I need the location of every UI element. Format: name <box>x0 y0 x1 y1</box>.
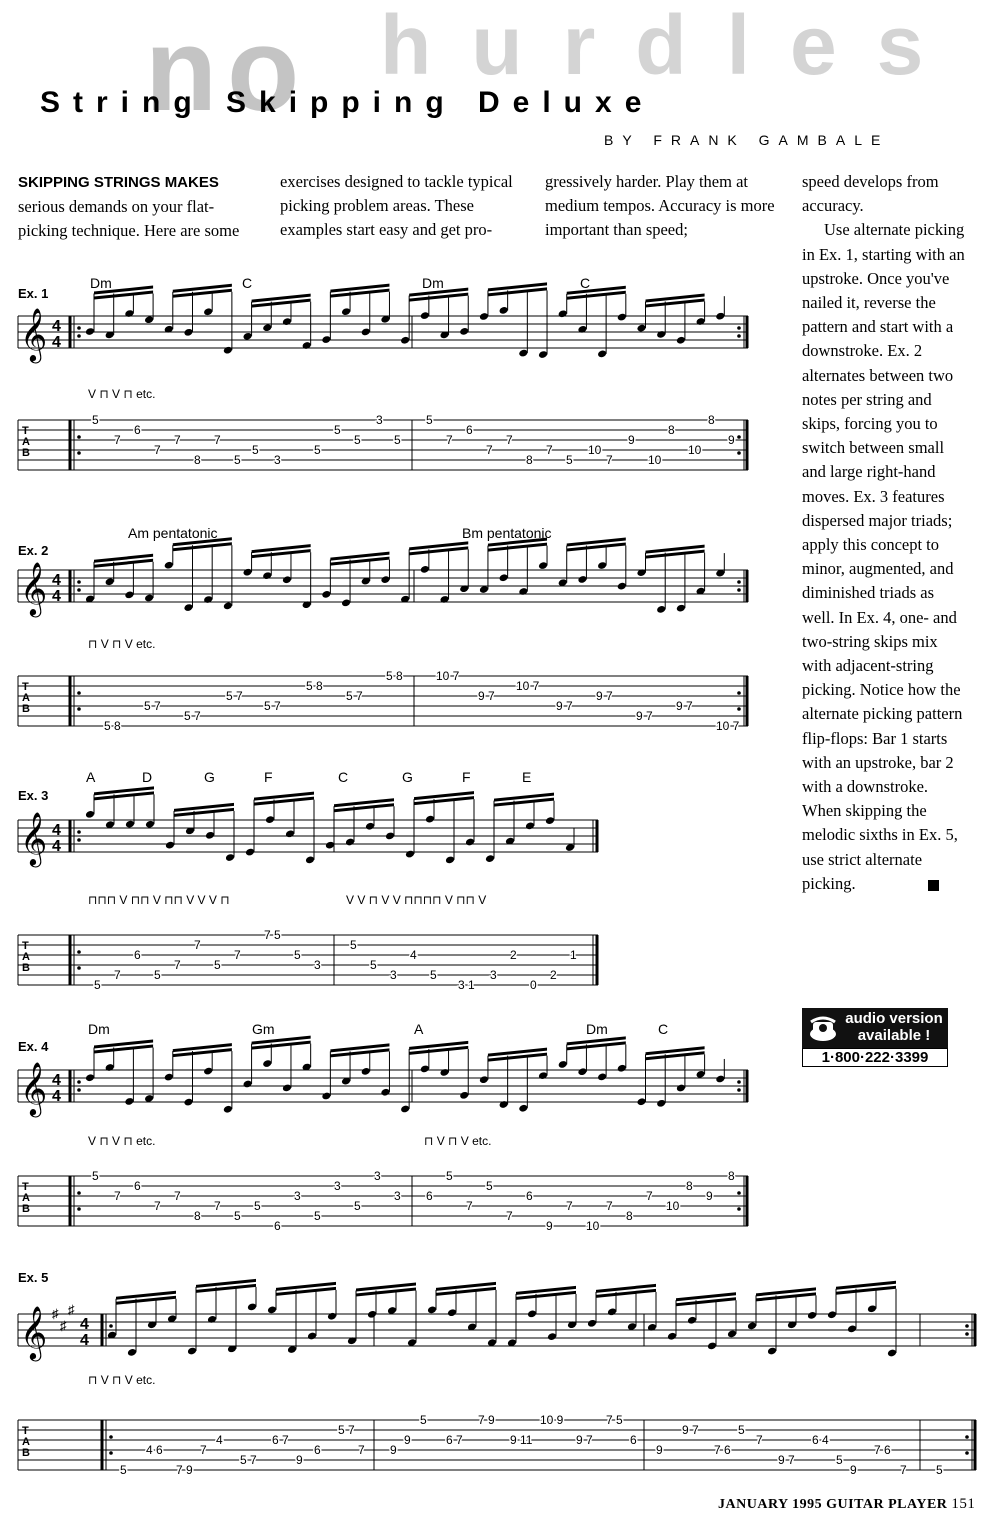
tab-fret-number: 5 <box>936 1463 943 1477</box>
tab-fret-number: 3 <box>376 413 383 427</box>
col1-text: serious demands on your flat-picking technique. Here are some <box>18 197 240 241</box>
sharp-icon: ♯ <box>68 1302 75 1317</box>
tab-clef-letter: A <box>22 1192 30 1204</box>
tab-fret-number: 5 <box>370 958 377 972</box>
tab-fret-number: 5 <box>314 1209 321 1223</box>
chord-symbol: F <box>462 769 471 785</box>
time-signature-top: 4 <box>52 572 61 589</box>
tab-fret-number: 5 <box>430 968 437 982</box>
tab-fret-number: 5 8 <box>306 679 323 693</box>
tab-fret-number: 7 <box>486 443 493 457</box>
tab-fret-number: 7 <box>506 433 513 447</box>
tab-fret-number: 6 4 <box>812 1433 829 1447</box>
example-label: Ex. 1 <box>18 286 49 301</box>
tab-fret-number: 5 <box>426 413 433 427</box>
byline: BY FRANK GAMBALE <box>604 132 890 148</box>
tab-fret-number: 5 7 <box>184 709 201 723</box>
tab-fret-number: 9 <box>850 1463 857 1477</box>
tab-fret-number: 5 <box>254 1199 261 1213</box>
tab-fret-number: 5 <box>738 1423 745 1437</box>
chord-symbol: Bm pentatonic <box>462 525 552 541</box>
tab-fret-number: 5 7 <box>240 1453 257 1467</box>
tab-fret-number: 7 <box>214 1199 221 1213</box>
tab-fret-number: 5 <box>486 1179 493 1193</box>
tab-clef-letter: B <box>22 447 30 459</box>
repeat-dot <box>737 435 741 439</box>
tab-fret-number: 5 <box>314 443 321 457</box>
tab-fret-number: 9 <box>728 433 735 447</box>
tab-fret-number: 7 <box>546 443 553 457</box>
time-signature-bottom: 4 <box>52 334 61 351</box>
tab-fret-number: 10 7 <box>436 669 460 683</box>
tab-fret-number: 5 8 <box>386 669 403 683</box>
tab-fret-number: 7 <box>174 1189 181 1203</box>
tab-fret-number: 3 <box>490 968 497 982</box>
lead-text: SKIPPING STRINGS MAKES <box>18 174 219 191</box>
tab-fret-number: 5 <box>394 433 401 447</box>
tab-fret-number: 3 <box>394 1189 401 1203</box>
tab-fret-number: 10 <box>648 453 662 467</box>
tab-fret-number: 7 <box>174 433 181 447</box>
tab-fret-number: 8 <box>686 1179 693 1193</box>
tab-fret-number: 9 7 <box>636 709 653 723</box>
repeat-dot <box>737 588 741 592</box>
tab-fret-number: 7 <box>114 968 121 982</box>
tab-clef-letter: B <box>22 703 30 715</box>
audio-line-2: available ! <box>857 1027 931 1044</box>
repeat-dot <box>109 1435 113 1439</box>
tab-fret-number: 7 <box>358 1443 365 1457</box>
tab-fret-number: 7 <box>466 1199 473 1213</box>
tab-fret-number: 5 <box>350 938 357 952</box>
picking-pattern: V ⊓ V ⊓ etc. <box>88 387 156 401</box>
tab-fret-number: 7 5 <box>606 1413 623 1427</box>
repeat-dot <box>77 1207 81 1211</box>
page-title: String Skipping Deluxe <box>40 86 655 119</box>
tab-fret-number: 6 <box>466 423 473 437</box>
picking-pattern: ⊓ V ⊓ V etc. <box>424 1134 492 1148</box>
repeat-dot <box>77 707 81 711</box>
tab-fret-number: 1 <box>570 948 577 962</box>
tab-fret-number: 5 <box>154 968 161 982</box>
repeat-dot <box>77 326 81 330</box>
tab-clef-letter: A <box>22 692 30 704</box>
repeat-dot <box>77 451 81 455</box>
repeat-dot <box>965 1324 969 1328</box>
time-signature-bottom: 4 <box>52 1088 61 1105</box>
repeat-dot <box>77 691 81 695</box>
tab-clef-letter: A <box>22 951 30 963</box>
tab-fret-number: 5 <box>252 443 259 457</box>
tab-fret-number: 10 <box>666 1199 680 1213</box>
tab-fret-number: 6 <box>526 1189 533 1203</box>
tab-fret-number: 7 <box>214 433 221 447</box>
tab-fret-number: 5 <box>234 453 241 467</box>
tab-fret-number: 9 <box>296 1453 303 1467</box>
repeat-dot <box>965 1451 969 1455</box>
tab-fret-number: 5 8 <box>104 719 121 733</box>
chord-symbol: C <box>658 1021 669 1037</box>
example-label: Ex. 3 <box>18 788 49 803</box>
chord-symbol: C <box>242 275 253 291</box>
example-label: Ex. 5 <box>18 1270 49 1285</box>
tab-fret-number: 5 <box>214 958 221 972</box>
tab-fret-number: 8 <box>708 413 715 427</box>
repeat-dot <box>77 830 81 834</box>
tab-fret-number: 6 <box>630 1433 637 1447</box>
repeat-dot <box>77 588 81 592</box>
tab-fret-number: 7 <box>114 1189 121 1203</box>
overlay-no: no <box>145 4 310 136</box>
tab-fret-number: 3 <box>390 968 397 982</box>
tab-fret-number: 8 <box>194 1209 201 1223</box>
tab-fret-number: 2 <box>550 968 557 982</box>
tab-fret-number: 5 <box>334 423 341 437</box>
repeat-dot <box>737 1207 741 1211</box>
tab-fret-number: 5 <box>234 1209 241 1223</box>
tab-fret-number: 5 <box>92 413 99 427</box>
chord-symbol: A <box>414 1021 424 1037</box>
chord-symbol: G <box>402 769 413 785</box>
tab-clef-letter: T <box>22 1181 29 1193</box>
tab-fret-number: 5 7 <box>226 689 243 703</box>
tab-fret-number: 7 <box>566 1199 573 1213</box>
tab-fret-number: 6 <box>134 948 141 962</box>
article-col-3: gressively harder. Play them at medium tempos. Accuracy is more important than speed; <box>545 172 775 240</box>
tab-fret-number: 9 <box>706 1189 713 1203</box>
tab-fret-number: 10 9 <box>540 1413 564 1427</box>
tab-fret-number: 9 7 <box>676 699 693 713</box>
repeat-dot <box>737 707 741 711</box>
tab-clef-letter: A <box>22 436 30 448</box>
tab-fret-number: 7 <box>234 948 241 962</box>
repeat-dot <box>737 451 741 455</box>
col4-para-1: speed develops from accuracy. <box>802 172 939 216</box>
tab-fret-number: 7 <box>446 433 453 447</box>
tab-fret-number: 6 <box>426 1189 433 1203</box>
tab-fret-number: 5 <box>294 948 301 962</box>
tab-fret-number: 9 11 <box>510 1433 533 1447</box>
picking-pattern: ⊓⊓⊓ V ⊓⊓ V ⊓⊓ V V V ⊓ <box>88 893 230 907</box>
tab-fret-number: 9 <box>628 433 635 447</box>
tab-fret-number: 9 7 <box>682 1423 699 1437</box>
tab-fret-number: 10 <box>588 443 602 457</box>
tab-fret-number: 7 <box>606 1199 613 1213</box>
repeat-dot <box>109 1324 113 1328</box>
repeat-dot <box>737 326 741 330</box>
time-signature-bottom: 4 <box>52 588 61 605</box>
tab-fret-number: 9 7 <box>778 1453 795 1467</box>
repeat-dot <box>737 1080 741 1084</box>
tab-fret-number: 7 9 <box>176 1463 193 1477</box>
tab-fret-number: 6 <box>134 1179 141 1193</box>
tab-fret-number: 7 <box>756 1433 763 1447</box>
tab-fret-number: 5 7 <box>346 689 363 703</box>
chord-symbol: Dm <box>586 1021 608 1037</box>
chord-symbol: Am pentatonic <box>128 525 218 541</box>
tab-fret-number: 8 <box>526 453 533 467</box>
tab-fret-number: 8 <box>668 423 675 437</box>
tab-clef-letter: B <box>22 1447 30 1459</box>
repeat-dot <box>737 691 741 695</box>
tab-clef-letter: B <box>22 1203 30 1215</box>
overlay-hurdles: hurdles <box>380 0 964 92</box>
tab-fret-number: 7 <box>174 958 181 972</box>
tab-fret-number: 6 7 <box>446 1433 463 1447</box>
tab-fret-number: 7 6 <box>714 1443 731 1457</box>
tab-fret-number: 5 <box>446 1169 453 1183</box>
tab-fret-number: 9 <box>404 1433 411 1447</box>
tab-fret-number: 6 <box>134 423 141 437</box>
chord-symbol: C <box>338 769 349 785</box>
tab-fret-number: 5 7 <box>264 699 281 713</box>
tab-fret-number: 3 <box>374 1169 381 1183</box>
tab-fret-number: 7 <box>900 1463 907 1477</box>
repeat-dot <box>77 1191 81 1195</box>
repeat-dot <box>77 1080 81 1084</box>
tab-fret-number: 10 7 <box>516 679 540 693</box>
tab-fret-number: 3 <box>334 1179 341 1193</box>
tab-fret-number: 5 <box>836 1453 843 1467</box>
picking-pattern: V ⊓ V ⊓ etc. <box>88 1134 156 1148</box>
tab-fret-number: 4 <box>216 1433 223 1447</box>
tab-clef-letter: T <box>22 940 29 952</box>
tab-fret-number: 9 7 <box>478 689 495 703</box>
article-col-2: exercises designed to tackle typical picking problem areas. These examples start easy and get pro- <box>280 172 513 240</box>
chord-symbol: C <box>580 275 591 291</box>
chord-symbol: G <box>204 769 215 785</box>
tab-fret-number: 9 <box>390 1443 397 1457</box>
tab-fret-number: 7 5 <box>264 928 281 942</box>
tab-clef-letter: T <box>22 1425 29 1437</box>
picking-pattern: V V ⊓ V V ⊓⊓⊓⊓ V ⊓⊓ V <box>346 893 487 907</box>
tab-fret-number: 0 <box>530 978 537 992</box>
repeat-dot <box>965 1435 969 1439</box>
repeat-dot <box>965 1332 969 1336</box>
time-signature-bottom: 4 <box>52 838 61 855</box>
chord-symbol: D <box>142 769 153 785</box>
tab-fret-number: 10 <box>586 1219 600 1233</box>
tab-fret-number: 9 <box>656 1443 663 1457</box>
tab-fret-number: 9 7 <box>576 1433 593 1447</box>
tab-fret-number: 10 <box>688 443 702 457</box>
treble-clef-icon: 𝄞 <box>20 308 48 360</box>
repeat-dot <box>737 1088 741 1092</box>
repeat-dot <box>77 334 81 338</box>
chord-symbol: Gm <box>252 1021 275 1037</box>
tab-fret-number: 9 7 <box>596 689 613 703</box>
repeat-dot <box>77 838 81 842</box>
repeat-dot <box>737 580 741 584</box>
tab-fret-number: 5 <box>94 978 101 992</box>
tab-fret-number: 7 <box>154 443 161 457</box>
tab-fret-number: 2 <box>510 948 517 962</box>
treble-clef-icon: 𝄞 <box>20 1306 48 1358</box>
chord-symbol: A <box>86 769 96 785</box>
tab-fret-number: 6 7 <box>272 1433 289 1447</box>
example-label: Ex. 2 <box>18 543 49 558</box>
tab-fret-number: 8 <box>194 453 201 467</box>
chord-symbol: Dm <box>422 275 444 291</box>
tab-fret-number: 4 6 <box>146 1443 163 1457</box>
tab-fret-number: 6 <box>274 1219 281 1233</box>
time-signature-top: 4 <box>52 318 61 335</box>
repeat-dot <box>737 1191 741 1195</box>
chord-symbol: Dm <box>88 1021 110 1037</box>
tab-fret-number: 5 <box>120 1463 127 1477</box>
repeat-dot <box>77 435 81 439</box>
tab-fret-number: 5 <box>354 433 361 447</box>
tab-clef-letter: A <box>22 1436 30 1448</box>
repeat-dot <box>77 580 81 584</box>
chord-symbol: F <box>264 769 273 785</box>
tab-fret-number: 3 <box>274 453 281 467</box>
tab-fret-number: 7 <box>154 1199 161 1213</box>
tab-clef-letter: B <box>22 962 30 974</box>
tab-fret-number: 5 <box>354 1199 361 1213</box>
repeat-dot <box>77 950 81 954</box>
sharp-icon: ♯ <box>52 1306 59 1321</box>
tab-clef-letter: T <box>22 681 29 693</box>
repeat-dot <box>77 966 81 970</box>
treble-clef-icon: 𝄞 <box>20 562 48 614</box>
tab-fret-number: 5 7 <box>144 699 161 713</box>
phone-number: 1·800·222·3399 <box>802 1048 948 1067</box>
treble-clef-icon: 𝄞 <box>20 1062 48 1114</box>
repeat-dot <box>737 334 741 338</box>
tab-fret-number: 7 <box>194 938 201 952</box>
tab-fret-number: 4 <box>410 948 417 962</box>
chord-symbol: Dm <box>90 275 112 291</box>
tab-fret-number: 7 9 <box>478 1413 495 1427</box>
example-label: Ex. 4 <box>18 1039 49 1054</box>
time-signature-top: 4 <box>52 1072 61 1089</box>
time-signature-top: 4 <box>52 822 61 839</box>
audio-line-1: audio version <box>845 1010 943 1027</box>
tab-fret-number: 6 <box>314 1443 321 1457</box>
footer-issue: JANUARY 1995 GUITAR PLAYER <box>718 1497 948 1512</box>
tab-fret-number: 8 <box>626 1209 633 1223</box>
picking-pattern: ⊓ V ⊓ V etc. <box>88 1373 156 1387</box>
tab-fret-number: 9 <box>546 1219 553 1233</box>
tab-fret-number: 3 1 <box>458 978 475 992</box>
tab-fret-number: 8 <box>728 1169 735 1183</box>
tab-fret-number: 7 6 <box>874 1443 891 1457</box>
tab-fret-number: 9 7 <box>556 699 573 713</box>
tab-fret-number: 5 <box>566 453 573 467</box>
time-signature-bottom: 4 <box>80 1332 89 1349</box>
tab-clef-letter: T <box>22 425 29 437</box>
tab-fret-number: 10 7 <box>716 719 740 733</box>
repeat-dot <box>77 1088 81 1092</box>
treble-clef-icon: 𝄞 <box>20 812 48 864</box>
tab-fret-number: 7 <box>200 1443 207 1457</box>
page-number: 151 <box>951 1496 976 1512</box>
tab-fret-number: 5 <box>420 1413 427 1427</box>
sharp-icon: ♯ <box>60 1318 67 1333</box>
tab-fret-number: 7 <box>646 1189 653 1203</box>
tab-fret-number: 7 <box>606 453 613 467</box>
tab-fret-number: 5 <box>92 1169 99 1183</box>
chord-symbol: E <box>522 769 532 785</box>
repeat-dot <box>109 1451 113 1455</box>
picking-pattern: ⊓ V ⊓ V etc. <box>88 637 156 651</box>
tab-fret-number: 3 <box>314 958 321 972</box>
tab-fret-number: 7 <box>114 433 121 447</box>
tab-fret-number: 5 7 <box>338 1423 355 1437</box>
time-signature-top: 4 <box>80 1316 89 1333</box>
tab-fret-number: 7 <box>506 1209 513 1223</box>
col4-para-2: Use alternate picking in Ex. 1, starting with an upstroke. Once you've nailed it, reverse the pattern and start with a downstroke. Ex. 2 alternates between two notes per string and skips, forcing you to switch between small and large right-hand moves. Ex. 3 features dispersed major triads; apply this concept to minor, augmented, and diminished triads as well. In Ex. 4, one- and two-string skips mix with adjacent-string picking. Notice how the alternate picking pattern flip-flops: Bar 1 starts with an upstroke, bar 2 with a downstroke. When skipping the melodic sixths in Ex. 5, use strict alternate picking. <box>802 220 965 893</box>
tab-fret-number: 3 <box>294 1189 301 1203</box>
